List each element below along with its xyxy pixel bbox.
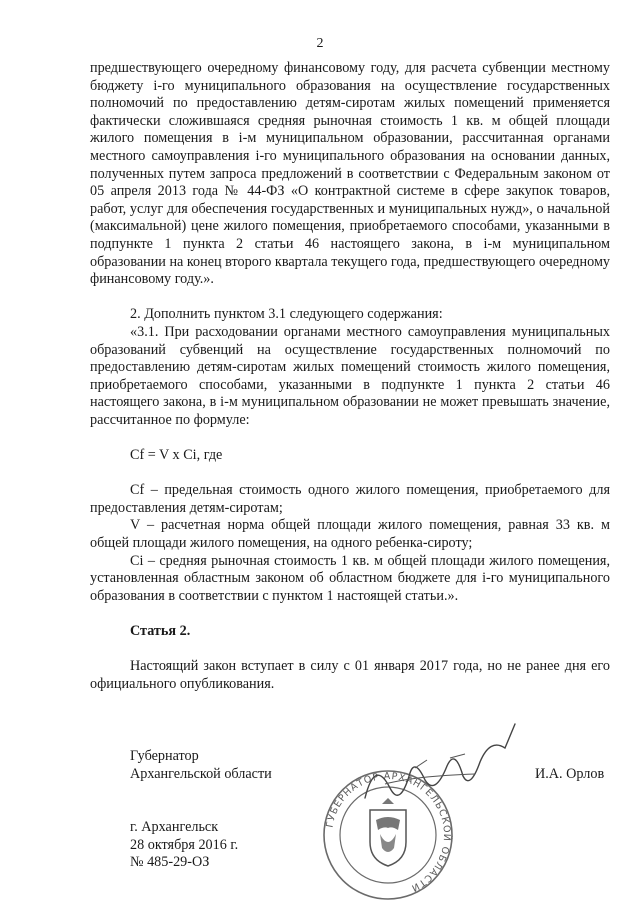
signature-block — [130, 748, 272, 783]
document-body — [90, 60, 610, 693]
handwritten-signature-icon — [355, 718, 525, 818]
seal-text: ГУБЕРНАТОР АРХАНГЕЛЬСКОЙ ОБЛАСТИ — [324, 770, 453, 894]
law-number: № 485-29-ОЗ — [130, 854, 210, 871]
paragraph-continuation: предшествующего очередному финансовому году, для расчета субвенции местному бюджету i-го муниципального образования на осуществление государственных полномочий по предоставлению детям-сиротам жилых помещений применяется фактически сложившаяся средняя рыночная стоимость 1 кв. м общей площади жилого помещения в i-м муниципальном образовании, рассчитанная органами местного самоуправления i-го муниципального образования на основании данных, полученных путем запроса предложений в соответствии с Федеральным законом от 05 апреля 2013 года № 44-ФЗ «О контрактной системе в сфере закупок товаров, работ, услуг для обеспечения государственных и муниципальных нужд», о начальной (максимальной) цене жилого помещения, приобретаемого способами, указанными в подпункте 1 пункта 2 статьи 46 настоящего закона, в i-м муниципальном образовании на конец второго квартала текущего года, предшествующего очередному финансовому году.». — [90, 60, 611, 288]
definition-v: V – расчетная норма общей площади жилого помещения, равная 33 кв. м общей площади жилого помещения, на одного ребенка-сироту; — [90, 517, 610, 552]
date: 28 октября 2016 г. — [130, 836, 239, 853]
formula: Cf = V x Ci, где — [130, 447, 223, 464]
page-number: 2 — [316, 36, 324, 51]
signatory-name: И.А. Орлов — [535, 766, 605, 782]
article-text: Настоящий закон вступает в силу с 01 января 2017 года, но не ранее дня его официального опубликования. — [90, 658, 610, 692]
definition-ci: Ci – средняя рыночная стоимость 1 кв. м общей площади жилого помещения, установленная областным законом об областном бюджете для i-го муниципального образования в соответствии с пунктом 1 настоящей статьи.». — [90, 552, 610, 604]
city: г. Архангельск — [130, 819, 219, 835]
signatory-title-line1: Губернатор — [130, 748, 199, 764]
item-2-text: «3.1. При расходовании органами местного самоуправления муниципальных образований субвенций на осуществление государственных полномочий по предоставлению детям-сиротам жилых помещений стоимость жилого помещения, приобретаемого способами, указанными в подпункте 1 пункта 2 статьи 46 настоящего закона, в i-м муниципальном образовании не может превышать значение, рассчитанное по формуле: — [90, 323, 610, 428]
article-heading: Статья 2. — [130, 623, 191, 639]
place-date-block — [130, 819, 238, 872]
signatory-title-line2: Архангельской области — [130, 765, 272, 782]
item-2-intro: 2. Дополнить пунктом 3.1 следующего содержания: — [130, 306, 443, 323]
definition-cf: Cf – предельная стоимость одного жилого помещения, приобретаемого для предоставления детям-сиротам; — [90, 482, 610, 516]
